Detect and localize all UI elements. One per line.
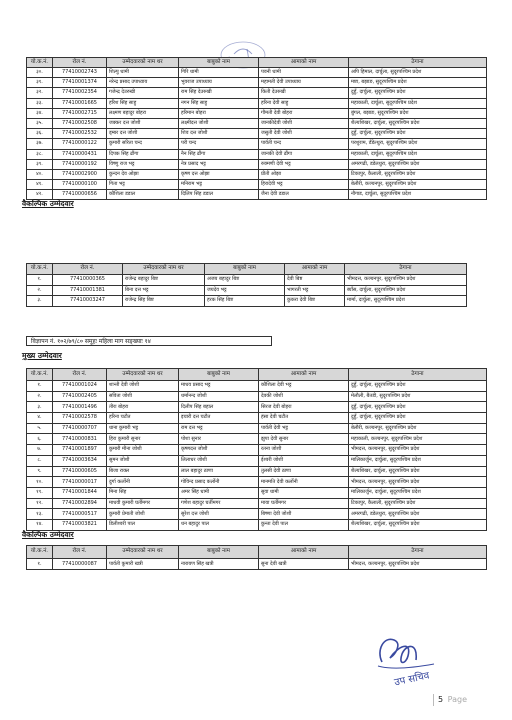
candidate-table-4 (26, 545, 487, 570)
cell-mother-name: ईश्वरी जोशी (259, 455, 349, 466)
cell-address: शैल्यशिखर, दार्चुला, सुदूरपश्चिम प्रदेश (349, 519, 487, 530)
col-father-name: बाबुको नाम (179, 58, 259, 68)
cell-candidate-name: ड्म्बर दत्त जोशी (107, 129, 179, 139)
candidate-table-3 (26, 368, 487, 531)
cell-roll: 77410001665 (53, 98, 107, 108)
cell-roll: 77410002743 (53, 68, 107, 78)
col-candidate-name: उम्मेदवारको नाम थर (123, 264, 205, 275)
col-father-name: बाबुको नाम (179, 369, 259, 381)
cell-mother-name: माया घर्तीमगर (259, 498, 349, 509)
cell-serial: २. (27, 391, 53, 402)
cell-candidate-name: बिजा राक्ल (107, 466, 179, 477)
cell-candidate-name: हिरा कुमारी सुनार (107, 434, 179, 445)
table-row (27, 455, 487, 466)
cell-roll: 77410000431 (53, 149, 107, 159)
cell-address: दुहुँ, दार्चुला, सुदूरपश्चिम प्रदेश (349, 413, 487, 424)
cell-address: टिकापुर, कैलाली, सुदूरपश्चिम प्रदेश (349, 169, 487, 179)
cell-address: बेलौरी, कञ्चनपुर, सुदूरपश्चिम प्रदेश (349, 180, 487, 190)
cell-father-name: गोविन्द प्रसाद कर्लोनी (179, 477, 259, 488)
cell-mother-name: सिरज देवी बोहरा (259, 402, 349, 413)
cell-serial: ३८. (27, 149, 53, 159)
cell-candidate-name: शान्ती देवी जोशी (107, 381, 179, 392)
page-label: Page (447, 695, 468, 704)
cell-address: मार्मा, दार्चुला, सुदूरपश्चिम प्रदेश (345, 296, 467, 307)
cell-candidate-name: कौशिला डडाल (107, 190, 179, 200)
cell-serial: ४. (27, 413, 53, 424)
cell-roll: 77410001897 (53, 445, 107, 456)
cell-address: मष्टा, बझाङ, सुदूरपश्चिम प्रदेश (349, 78, 487, 88)
cell-serial: ३०. (27, 68, 53, 78)
cell-roll: 77410002894 (53, 498, 107, 509)
col-candidate-name: उम्मेदवारको नाम थर (107, 546, 179, 559)
cell-mother-name: गौमती देवी बोहरा (259, 108, 349, 118)
section-title-alternate-1: वैकल्पिक उम्मेदवार (22, 199, 74, 208)
cell-roll: 77410000100 (53, 180, 107, 190)
cell-mother-name: रतना जोशी (259, 445, 349, 456)
table-row (27, 190, 487, 200)
cell-serial: ४१. (27, 180, 53, 190)
cell-address: परशुराम, डँडेल्धुरा, सुदूरपश्चिम प्रदेश (349, 139, 487, 149)
cell-roll: 77410003821 (53, 519, 107, 530)
cell-serial: ५. (27, 423, 53, 434)
col-address: ठेगाना (349, 58, 487, 68)
cell-mother-name: हंसा देवी चटौत (259, 413, 349, 424)
table-row (27, 78, 487, 88)
table-row (27, 118, 487, 128)
cell-candidate-name: हरिश सिंह साहु (107, 98, 179, 108)
cell-serial: ४०. (27, 169, 53, 179)
col-serial: यो.क.नं. (27, 58, 53, 68)
page-number-value: 5 (438, 695, 444, 704)
table-row (27, 98, 487, 108)
section-title-main: मुख्य उम्मेदवार (22, 351, 62, 360)
cell-mother-name: रुक्मणी देवी भट्ट (259, 159, 349, 169)
cell-father-name: लक्ष्मीदत्त जोशी (179, 118, 259, 128)
cell-mother-name: पवनी धामी (259, 68, 349, 78)
cell-father-name: राम दत्त भट्ट (179, 423, 259, 434)
cell-father-name: नैन सिंह ढौंगा (179, 149, 259, 159)
candidate-table-1 (26, 57, 487, 200)
cell-roll: 77410002354 (53, 88, 107, 98)
col-address: ठेगाना (349, 546, 487, 559)
cell-father-name: इचारी दत्त चटौत (179, 413, 259, 424)
cell-address: अमरगढी, डडेलधुरा, सुदूरपश्चिम प्रदेश (349, 159, 487, 169)
cell-mother-name: सुना देवी खत्री (259, 559, 349, 570)
signature-stamp (372, 632, 442, 690)
cell-serial: ६. (27, 434, 53, 445)
cell-serial: ३. (27, 402, 53, 413)
cell-father-name: नारायण सिंह खत्री (179, 559, 259, 570)
cell-address: दुहुँ, दार्चुला, सुदूरपश्चिम प्रदेश (349, 88, 487, 98)
cell-roll: 77410002508 (53, 118, 107, 128)
table-row (27, 275, 467, 286)
cell-mother-name: किती देउरुखी (259, 88, 349, 98)
cell-roll: 77410002578 (53, 413, 107, 424)
table-header-row (27, 58, 487, 68)
col-father-name: बाबुको नाम (179, 546, 259, 559)
cell-address: मालिकार्जुन, दार्चुला, सुदूरपश्चिम प्रदेश (349, 455, 487, 466)
cell-serial: ३३. (27, 98, 53, 108)
cell-candidate-name: राजेन्द्र बहादुर बिष्ट (123, 275, 205, 286)
cell-address: महाकाली, दार्चुला, सुदूरपश्चिम प्रदेश (349, 98, 487, 108)
cell-candidate-name: बिना दत्त भट्ट (123, 285, 205, 296)
cell-mother-name: कुन्ता देवी पाल (259, 519, 349, 530)
table-row (27, 477, 487, 488)
cell-address: भीमदत्त, कञ्चनपुर, सुदूरपश्चिम प्रदेश (349, 445, 487, 456)
cell-address: मालिकार्जुन, दार्चुला, सुदूरपश्चिम प्रदेश (349, 487, 487, 498)
cell-roll: 77410000017 (53, 477, 107, 488)
table-row (27, 423, 487, 434)
cell-father-name: पोशा सुनार (179, 434, 259, 445)
cell-candidate-name: शिल्पु धामी (107, 68, 179, 78)
col-roll: रोल नं. (53, 264, 123, 275)
cell-roll: 77410001374 (53, 78, 107, 88)
cell-address: भीमदत्त, कञ्चनपुर, सुदूरपश्चिम प्रदेश (345, 275, 467, 286)
cell-serial: १२. (27, 498, 53, 509)
cell-candidate-name: सुमन जोशी (107, 455, 179, 466)
cell-mother-name: पार्वती चन्द (259, 139, 349, 149)
cell-candidate-name: हरिना चटौत (107, 413, 179, 424)
cell-serial: ३. (27, 296, 53, 307)
cell-roll: 77410000192 (53, 159, 107, 169)
cell-address: मेलौली, बैतडी, सुदूरपश्चिम प्रदेश (349, 391, 487, 402)
cell-candidate-name: गिता भट्ट (107, 180, 179, 190)
col-roll: रोल नं. (53, 58, 107, 68)
cell-address: बुंगल, बझाङ, सुदूरपश्चिम प्रदेश (349, 108, 487, 118)
col-roll: रोल नं. (53, 369, 107, 381)
cell-mother-name: महामती देवी उपाध्याय (259, 78, 349, 88)
cell-mother-name: देवकी जोशी (259, 391, 349, 402)
col-candidate-name: उम्मेदवारको नाम थर (107, 58, 179, 68)
col-serial: यो.क.नं. (27, 264, 53, 275)
cell-father-name: जयदेव भट्ट (205, 285, 285, 296)
cell-roll: 77410002715 (53, 108, 107, 118)
cell-address: दुहुँ, दार्चुला, सुदूरपश्चिम प्रदेश (349, 129, 487, 139)
cell-father-name: सुरेश दत्त जोशी (179, 509, 259, 520)
col-father-name: बाबुको नाम (205, 264, 285, 275)
table-row (27, 445, 487, 456)
table-row (27, 559, 487, 570)
cell-father-name: माधव प्रसाद भट्ट (179, 381, 259, 392)
cell-mother-name: मानमति देवी कर्लोनी (259, 477, 349, 488)
cell-mother-name: प्रीती ओझा (259, 169, 349, 179)
cell-serial: ८. (27, 455, 53, 466)
cell-father-name: धन बहादुर पाल (179, 519, 259, 530)
table-row (27, 169, 487, 179)
cell-address: महाकाली, दार्चुला, सुदूरपश्चिम प्रदेश (349, 149, 487, 159)
table-row (27, 391, 487, 402)
cell-serial: ३७. (27, 139, 53, 149)
cell-roll: 77410000517 (53, 509, 107, 520)
cell-father-name: हरक सिंह बिष्ट (205, 296, 285, 307)
table-row (27, 139, 487, 149)
table-row (27, 487, 487, 498)
cell-father-name: राम सिंह देउरुखी (179, 88, 259, 98)
cell-mother-name: जसुती देवी जोशी (259, 129, 349, 139)
cell-mother-name: हरिना देवी साहु (259, 98, 349, 108)
page-divider (433, 694, 434, 706)
table-row (27, 498, 487, 509)
table-row (27, 159, 487, 169)
cell-candidate-name: कुमारी प्रेमाती जोशी (107, 509, 179, 520)
cell-father-name: गिरि धामी (179, 68, 259, 78)
col-mother-name: आमाको नाम (259, 369, 349, 381)
cell-candidate-name: पार्वती कुमारी खत्री (107, 559, 179, 570)
cell-roll: 77410001024 (53, 381, 107, 392)
cell-candidate-name: गजेन्द्र देउरुखी (107, 88, 179, 98)
col-address: ठेगाना (349, 369, 487, 381)
cell-father-name: गणेश बहादुर घर्तीमगर (179, 498, 259, 509)
cell-mother-name: जैना देवी डडाल (259, 190, 349, 200)
cell-serial: ७. (27, 445, 53, 456)
col-mother-name: आमाको नाम (259, 546, 349, 559)
cell-serial: ४२. (27, 190, 53, 200)
cell-father-name: अमर सिंह धामी (179, 487, 259, 498)
cell-serial: ३५. (27, 118, 53, 128)
cell-roll: 77410000605 (53, 466, 107, 477)
cell-candidate-name: कुमारी मीना जोशी (107, 445, 179, 456)
cell-serial: ३९. (27, 159, 53, 169)
col-roll: रोल नं. (53, 546, 107, 559)
cell-address: टिकापुर, कैलाली, सुदूरपश्चिम प्रदेश (349, 498, 487, 509)
cell-address: बेलौरी, कञ्चनपुर, सुदूरपश्चिम प्रदेश (349, 423, 487, 434)
cell-address: भीमदत्त, कञ्चनपुर, सुदूरपश्चिम प्रदेश (349, 559, 487, 570)
cell-candidate-name: दिपक सिंह ढौंगा (107, 149, 179, 159)
cell-mother-name: कुकरा देवी बिष्ट (285, 296, 345, 307)
cell-mother-name: जानकी देवी ढौंगा (259, 149, 349, 159)
cell-serial: ३४. (27, 108, 53, 118)
cell-serial: ९. (27, 466, 53, 477)
cell-address: महाकाली, कञ्चनपुर, सुदूरपश्चिम प्रदेश (349, 434, 487, 445)
cell-roll: 77410002405 (53, 391, 107, 402)
table-row (27, 108, 487, 118)
cell-father-name: मनिराम भट्ट (179, 180, 259, 190)
table-header-row (27, 369, 487, 381)
cell-address: नौगाड, दार्चुला, सुदूरपश्चिम प्रदेश (349, 190, 487, 200)
cell-father-name: दिलीप सिंह बहाल (179, 402, 259, 413)
col-serial: यो.क.नं. (27, 546, 53, 559)
col-candidate-name: उम्मेदवारको नाम थर (107, 369, 179, 381)
cell-father-name: परी चन्द (179, 139, 259, 149)
cell-address: शैल्यशिखर, दार्चुला, सुदूरपश्चिम प्रदेश (349, 466, 487, 477)
cell-candidate-name: डिलीश्वरी पाल (107, 519, 179, 530)
cell-father-name: कृष्णदत्त जोशी (179, 445, 259, 456)
table-row (27, 129, 487, 139)
cell-father-name: हरिमान बोहरा (179, 108, 259, 118)
cell-father-name: भुवराज उपाध्याय (179, 78, 259, 88)
cell-serial: ११. (27, 487, 53, 498)
table-row (27, 88, 487, 98)
cell-roll: 77410000656 (53, 190, 107, 200)
table-row (27, 434, 487, 445)
section-title-alternate-2: वैकल्पिक उम्मेदवार (22, 530, 74, 539)
table-row (27, 381, 487, 392)
cell-address: अमरगढी, डडेलधुरा, सुदूरपश्चिम प्रदेश (349, 509, 487, 520)
cell-serial: १३. (27, 509, 53, 520)
cell-father-name: नेत्र प्रसाद भट्ट (179, 159, 259, 169)
cell-serial: १. (27, 559, 53, 570)
table-row (27, 413, 487, 424)
cell-roll: 77410000365 (53, 275, 123, 286)
table-row (27, 180, 487, 190)
cell-serial: २. (27, 285, 53, 296)
cell-address: अपि हिमाल, दार्चुला, सुदूरपश्चिम प्रदेश (349, 68, 487, 78)
cell-mother-name: सुवा धामी (259, 487, 349, 498)
cell-address: दुहुँ, दार्चुला, सुदूरपश्चिम प्रदेश (349, 402, 487, 413)
cell-roll: 77410000087 (53, 559, 107, 570)
cell-address: ब्याँस, दार्चुला, सुदूरपश्चिम प्रदेश (345, 285, 467, 296)
cell-address: दुहुँ, दार्चुला, सुदूरपश्चिम प्रदेश (349, 381, 487, 392)
table-row (27, 519, 487, 530)
cell-serial: १. (27, 381, 53, 392)
cell-father-name: शिव दत्त जोशी (179, 129, 259, 139)
table-row (27, 285, 467, 296)
col-address: ठेगाना (345, 264, 467, 275)
table-row (27, 68, 487, 78)
cell-father-name: नगन सिंह साहु (179, 98, 259, 108)
cell-roll: 77410000707 (53, 423, 107, 434)
cell-mother-name: देवी बिष्ट (285, 275, 345, 286)
signature-title: उप सचिव (393, 670, 431, 689)
cell-serial: ३६. (27, 129, 53, 139)
cell-candidate-name: राजेन्द्र सिंह बिष्ट (123, 296, 205, 307)
cell-roll: 77410001381 (53, 285, 123, 296)
table-row (27, 149, 487, 159)
col-mother-name: आमाको नाम (259, 58, 349, 68)
cell-candidate-name: मिना सिंह (107, 487, 179, 498)
cell-address: शैल्यशिखर, दार्चुला, सुदूरपश्चिम प्रदेश (349, 118, 487, 128)
cell-candidate-name: धाना कुमारी भट्ट (107, 423, 179, 434)
cell-address: भीमदत्त, कञ्चनपुर, सुदूरपश्चिम प्रदेश (349, 477, 487, 488)
cell-father-name: लाल बहादुर ठाणा (179, 466, 259, 477)
cell-father-name: धर्मानन्द जोशी (179, 391, 259, 402)
table-row (27, 402, 487, 413)
cell-roll: 77410002900 (53, 169, 107, 179)
cell-serial: ३२. (27, 88, 53, 98)
cell-candidate-name: नरेन्द्र प्रसाद उपाध्याय (107, 78, 179, 88)
cell-candidate-name: सविता जोशी (107, 391, 179, 402)
cell-father-name: कृष्ण दत्त ओझा (179, 169, 259, 179)
cell-roll: 77410000831 (53, 434, 107, 445)
cell-mother-name: भागरती भट्ट (285, 285, 345, 296)
cell-candidate-name: लक्ष्मण बहादुर बोहरा (107, 108, 179, 118)
cell-roll: 77410003634 (53, 455, 107, 466)
cell-roll: 77410000122 (53, 139, 107, 149)
cell-mother-name: तुलसी देवी ठाणा (259, 466, 349, 477)
cell-candidate-name: जक्कर दत्त जोशी (107, 118, 179, 128)
cell-serial: १. (27, 275, 53, 286)
cell-candidate-name: कुन्दन देव ओझा (107, 169, 179, 179)
cell-mother-name: पार्वती देवी भट्ट (259, 423, 349, 434)
cell-father-name: अजय बहादुर बिष्ट (205, 275, 285, 286)
cell-roll: 77410001496 (53, 402, 107, 413)
candidate-table-2 (26, 263, 467, 307)
col-serial: यो.क.नं. (27, 369, 53, 381)
table-row (27, 296, 467, 307)
table-header-row (27, 264, 467, 275)
cell-serial: ३१. (27, 78, 53, 88)
cell-roll: 77410001844 (53, 487, 107, 498)
advertisement-info: विज्ञापन नं. १०२/७९/८० समूहः महिला माग सङ्ख्याः १४ (26, 336, 272, 346)
cell-mother-name: झुपा देवी सुनार (259, 434, 349, 445)
page-number (438, 695, 467, 704)
cell-mother-name: हिरादेवी भट्ट (259, 180, 349, 190)
table-row (27, 509, 487, 520)
cell-serial: १०. (27, 477, 53, 488)
cell-candidate-name: तीरा बोहरा (107, 402, 179, 413)
cell-candidate-name: माधवी कुमारी घर्तीमगर (107, 498, 179, 509)
cell-candidate-name: विष्णु राज भट्ट (107, 159, 179, 169)
cell-mother-name: कौशिला देवी भट्ट (259, 381, 349, 392)
cell-candidate-name: दुर्गा कर्लोनी (107, 477, 179, 488)
table-header-row (27, 546, 487, 559)
table-row (27, 466, 487, 477)
col-mother-name: आमाको नाम (285, 264, 345, 275)
cell-candidate-name: कुमारी सरिता चन्द (107, 139, 179, 149)
cell-roll: 77410002532 (53, 129, 107, 139)
cell-serial: १४. (27, 519, 53, 530)
cell-father-name: लिलाधर जोशी (179, 455, 259, 466)
cell-mother-name: जानकीदेवी जोशी (259, 118, 349, 128)
cell-roll: 77410003247 (53, 296, 123, 307)
cell-father-name: दिलिप सिंह डडाल (179, 190, 259, 200)
cell-mother-name: बिष्णा देवी जोशी (259, 509, 349, 520)
